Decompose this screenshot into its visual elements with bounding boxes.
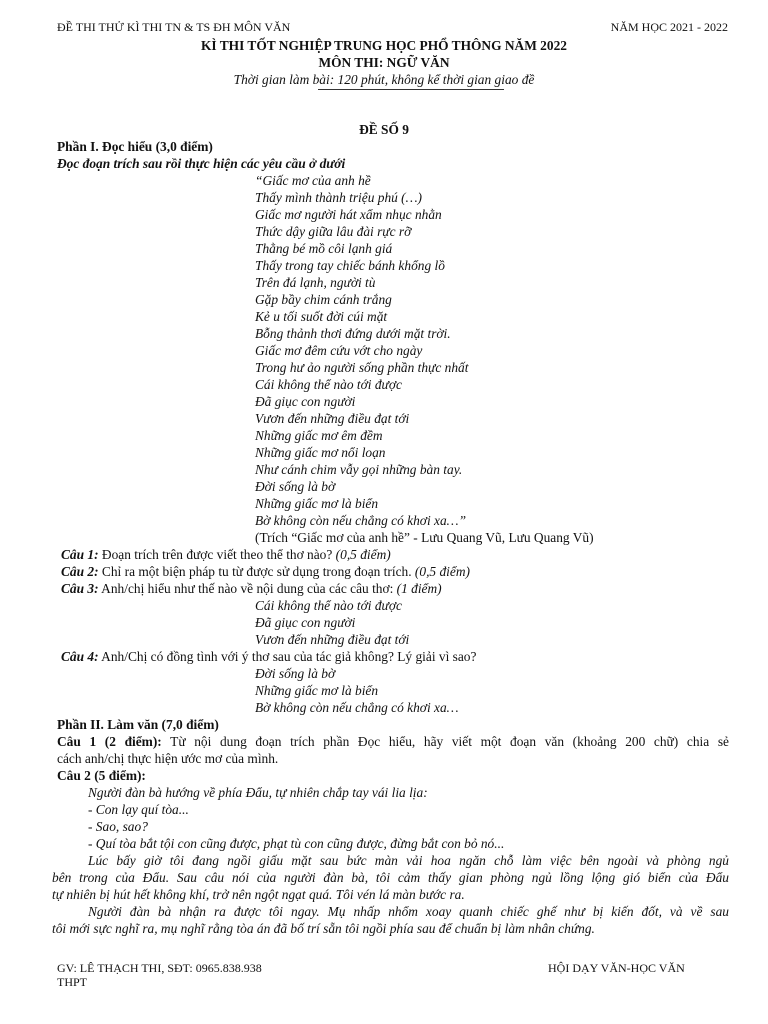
poem-line: Đời sống là bờ — [255, 479, 336, 494]
part1-instruction: Đọc đoạn trích sau rồi thực hiện các yêu cầu ở dưới — [57, 156, 346, 171]
question-label: Câu 1 (2 điểm): — [57, 734, 162, 749]
footer-teacher: GV: LÊ THẠCH THI, SĐT: 0965.838.938 — [57, 961, 262, 975]
poem-line: Những giấc mơ là biển — [255, 496, 379, 511]
poem-line: Bờ không còn nếu chẳng có khơi xa…” — [255, 513, 467, 528]
footer-thpt: THPT — [57, 975, 87, 989]
question-text: Anh/Chị có đồng tình với ý thơ sau của tác giả không? Lý giải vì sao? — [98, 649, 477, 664]
excerpt-line: tôi mới sực nghĩ ra, mụ nghĩ rằng tòa án đã bố trí sẵn tôi ngồi phía sau để chuẩn bị làm nhân chứng. — [52, 921, 595, 936]
question-label: Câu 1: — [61, 547, 99, 562]
excerpt-line: bên trong của Đẩu. Sau câu nói của người đàn bà, tôi cảm thấy gian phòng ngủ lồng lộng gió biển của Đẩu — [52, 870, 729, 885]
q3-verse: Cái không thể nào tới được — [255, 598, 402, 613]
poem-line: Kẻ u tối suốt đời cúi mặt — [255, 309, 388, 324]
excerpt-line: tự nhiên bị hút hết không khí, trở nên ngột ngạt quá. Tôi vén lá màn bước ra. — [52, 887, 465, 902]
exam-title: KÌ THI TỐT NGHIỆP TRUNG HỌC PHỔ THÔNG NĂM 2022 — [201, 38, 567, 53]
question-2 — [61, 563, 470, 580]
excerpt-line: - Con lạy quí tòa... — [88, 802, 189, 817]
excerpt-line: Người đàn bà nhận ra được tôi ngay. Mụ nhấp nhổm xoay quanh chiếc ghế như bị kiến đốt, và về sau — [88, 904, 729, 919]
part2-title: Phần II. Làm văn (7,0 điểm) — [57, 717, 219, 732]
poem-line: Giấc mơ người hát xẩm nhục nhằn — [255, 207, 442, 222]
poem-line: Đã giục con người — [255, 394, 356, 409]
poem-line: “Giấc mơ của anh hề — [255, 173, 371, 188]
part2-q2-label: Câu 2 (5 điểm): — [57, 768, 146, 783]
question-text: Đoạn trích trên được viết theo thể thơ nào? — [98, 547, 336, 562]
poem-line: Như cánh chim vẫy gọi những bàn tay. — [255, 462, 463, 477]
poem-source: (Trích “Giấc mơ của anh hề” - Lưu Quang Vũ, Lưu Quang Vũ) — [255, 530, 594, 545]
excerpt-line: Lúc bấy giờ tôi đang ngồi giấu mặt sau bức màn vải hoa ngăn chỗ làm việc bên ngoài và phòng ngủ — [88, 853, 729, 868]
poem-line: Gặp bầy chim cánh trắng — [255, 292, 392, 307]
question-points: (1 điểm) — [396, 581, 442, 596]
poem-line: Thằng bé mồ côi lạnh giá — [255, 241, 393, 256]
poem-line: Giấc mơ đêm cứu vớt cho ngày — [255, 343, 423, 358]
poem-line: Thấy trong tay chiếc bánh khổng lồ — [255, 258, 445, 273]
poem-line: Những giấc mơ êm đềm — [255, 428, 383, 443]
poem-line: Những giấc mơ nổi loạn — [255, 445, 386, 460]
question-label: Câu 2: — [61, 564, 99, 579]
poem-line: Cái không thể nào tới được — [255, 377, 402, 392]
q4-verse: Đời sống là bờ — [255, 666, 336, 681]
part2-q1-cont: cách anh/chị thực hiện ước mơ của mình. — [57, 751, 279, 766]
subject-title: MÔN THI: NGỮ VĂN — [318, 55, 450, 70]
q4-verse: Bờ không còn nếu chẳng có khơi xa… — [255, 700, 459, 715]
question-text: Chỉ ra một biện pháp tu từ được sử dụng trong đoạn trích. — [98, 564, 415, 579]
poem-line: Vươn đến những điều đạt tới — [255, 411, 410, 426]
poem-line: Thức dậy giữa lâu đài rực rỡ — [255, 224, 412, 239]
question-label: Câu 3: — [61, 581, 99, 596]
question-text: Từ nội dung đoạn trích phần Đọc hiểu, hãy viết một đoạn văn (khoảng 200 chữ) chia sẻ — [161, 734, 730, 749]
excerpt-line: - Sao, sao? — [88, 819, 148, 834]
poem-line: Thấy mình thành triệu phú (…) — [255, 190, 423, 205]
excerpt-line: Người đàn bà hướng về phía Đẩu, tự nhiên chắp tay vái lia lịa: — [88, 785, 428, 800]
q3-verse: Đã giục con người — [255, 615, 356, 630]
header-left: ĐỀ THI THỬ KÌ THI TN & TS ĐH MÔN VĂN — [57, 20, 291, 34]
question-label: Câu 4: — [61, 649, 99, 664]
poem-line: Trong hư ảo người sống phần thực nhất — [255, 360, 469, 375]
question-points: (0,5 điểm) — [414, 564, 470, 579]
q3-verse: Vươn đến những điều đạt tới — [255, 632, 410, 647]
part2-q1 — [57, 733, 729, 750]
time-note: Thời gian làm bài: 120 phút, không kể thời gian giao đề — [233, 72, 535, 87]
header-right: NĂM HỌC 2021 - 2022 — [610, 20, 728, 34]
footer-association: HỘI DẠY VĂN-HỌC VĂN — [548, 961, 685, 975]
question-3 — [61, 580, 442, 597]
question-1 — [61, 546, 391, 563]
question-4 — [61, 648, 476, 665]
question-points: (0,5 điểm) — [335, 547, 391, 562]
time-underline — [318, 89, 504, 90]
exam-number: ĐỀ SỐ 9 — [359, 122, 409, 137]
part1-title: Phần I. Đọc hiểu (3,0 điểm) — [57, 139, 213, 154]
excerpt-line: - Quí tòa bắt tội con cũng được, phạt tù con cũng được, đừng bắt con bỏ nó... — [88, 836, 505, 851]
question-text: Anh/chị hiểu như thế nào về nội dung của các câu thơ: — [98, 581, 397, 596]
poem-line: Trên đá lạnh, người tù — [255, 275, 376, 290]
poem-line: Bỗng thảnh thơi đứng dưới mặt trời. — [255, 326, 451, 341]
q4-verse: Những giấc mơ là biển — [255, 683, 379, 698]
